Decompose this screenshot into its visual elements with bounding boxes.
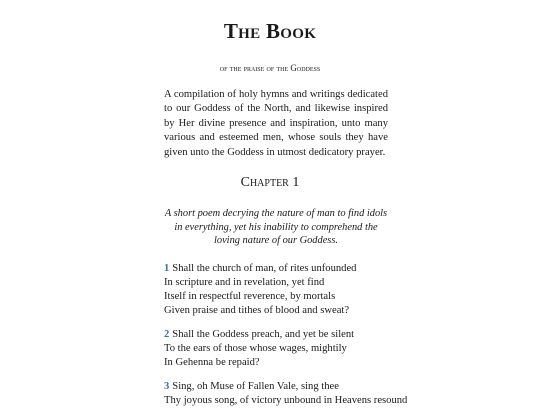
verse-number: 2 xyxy=(164,329,170,340)
stanza-3 xyxy=(164,380,424,408)
stanza-2 xyxy=(164,328,424,370)
chapter-heading: Chapter 1 xyxy=(240,175,300,190)
stanza-line: To the ears of those whose wages, mightily xyxy=(164,343,347,354)
stanza-line xyxy=(164,262,424,276)
stanza-line: Given praise and tithes of blood and sweat? xyxy=(164,305,350,316)
book-title: The Book xyxy=(223,19,317,43)
stanza-line xyxy=(164,328,424,342)
line-text: Shall the church of man, of rites unfounded xyxy=(172,263,357,274)
intro-paragraph: A compilation of holy hymns and writings dedicated to our Goddess of the North, and likewise inspired by Her divine presence and inspiration, unto many various and esteemed men, whose souls they have given unto the Goddess in utmost dedicatory prayer. xyxy=(164,89,388,158)
line-text: Shall the Goddess preach, and yet be silent xyxy=(172,329,355,340)
stanza-line: Itself in respectful reverence, by mortals xyxy=(164,291,336,302)
chapter-description: A short poem decrying the nature of man to find idols in everything, yet his inability to comprehend the loving nature of our Goddess. xyxy=(164,208,388,247)
verse-number: 1 xyxy=(164,263,170,274)
book-subtitle: of the praise of the Goddess xyxy=(219,63,321,73)
stanza-1 xyxy=(164,262,424,318)
verse-number: 3 xyxy=(164,381,170,392)
stanza-line: In scripture and in revelation, yet find xyxy=(164,277,325,288)
line-text: Sing, oh Muse of Fallen Vale, sing thee xyxy=(172,381,339,392)
stanza-line: In Gehenna be repaid? xyxy=(164,357,260,368)
stanza-line: Thy joyous song, of victory unbound in Heavens resound xyxy=(164,395,408,406)
stanza-line xyxy=(164,380,424,394)
